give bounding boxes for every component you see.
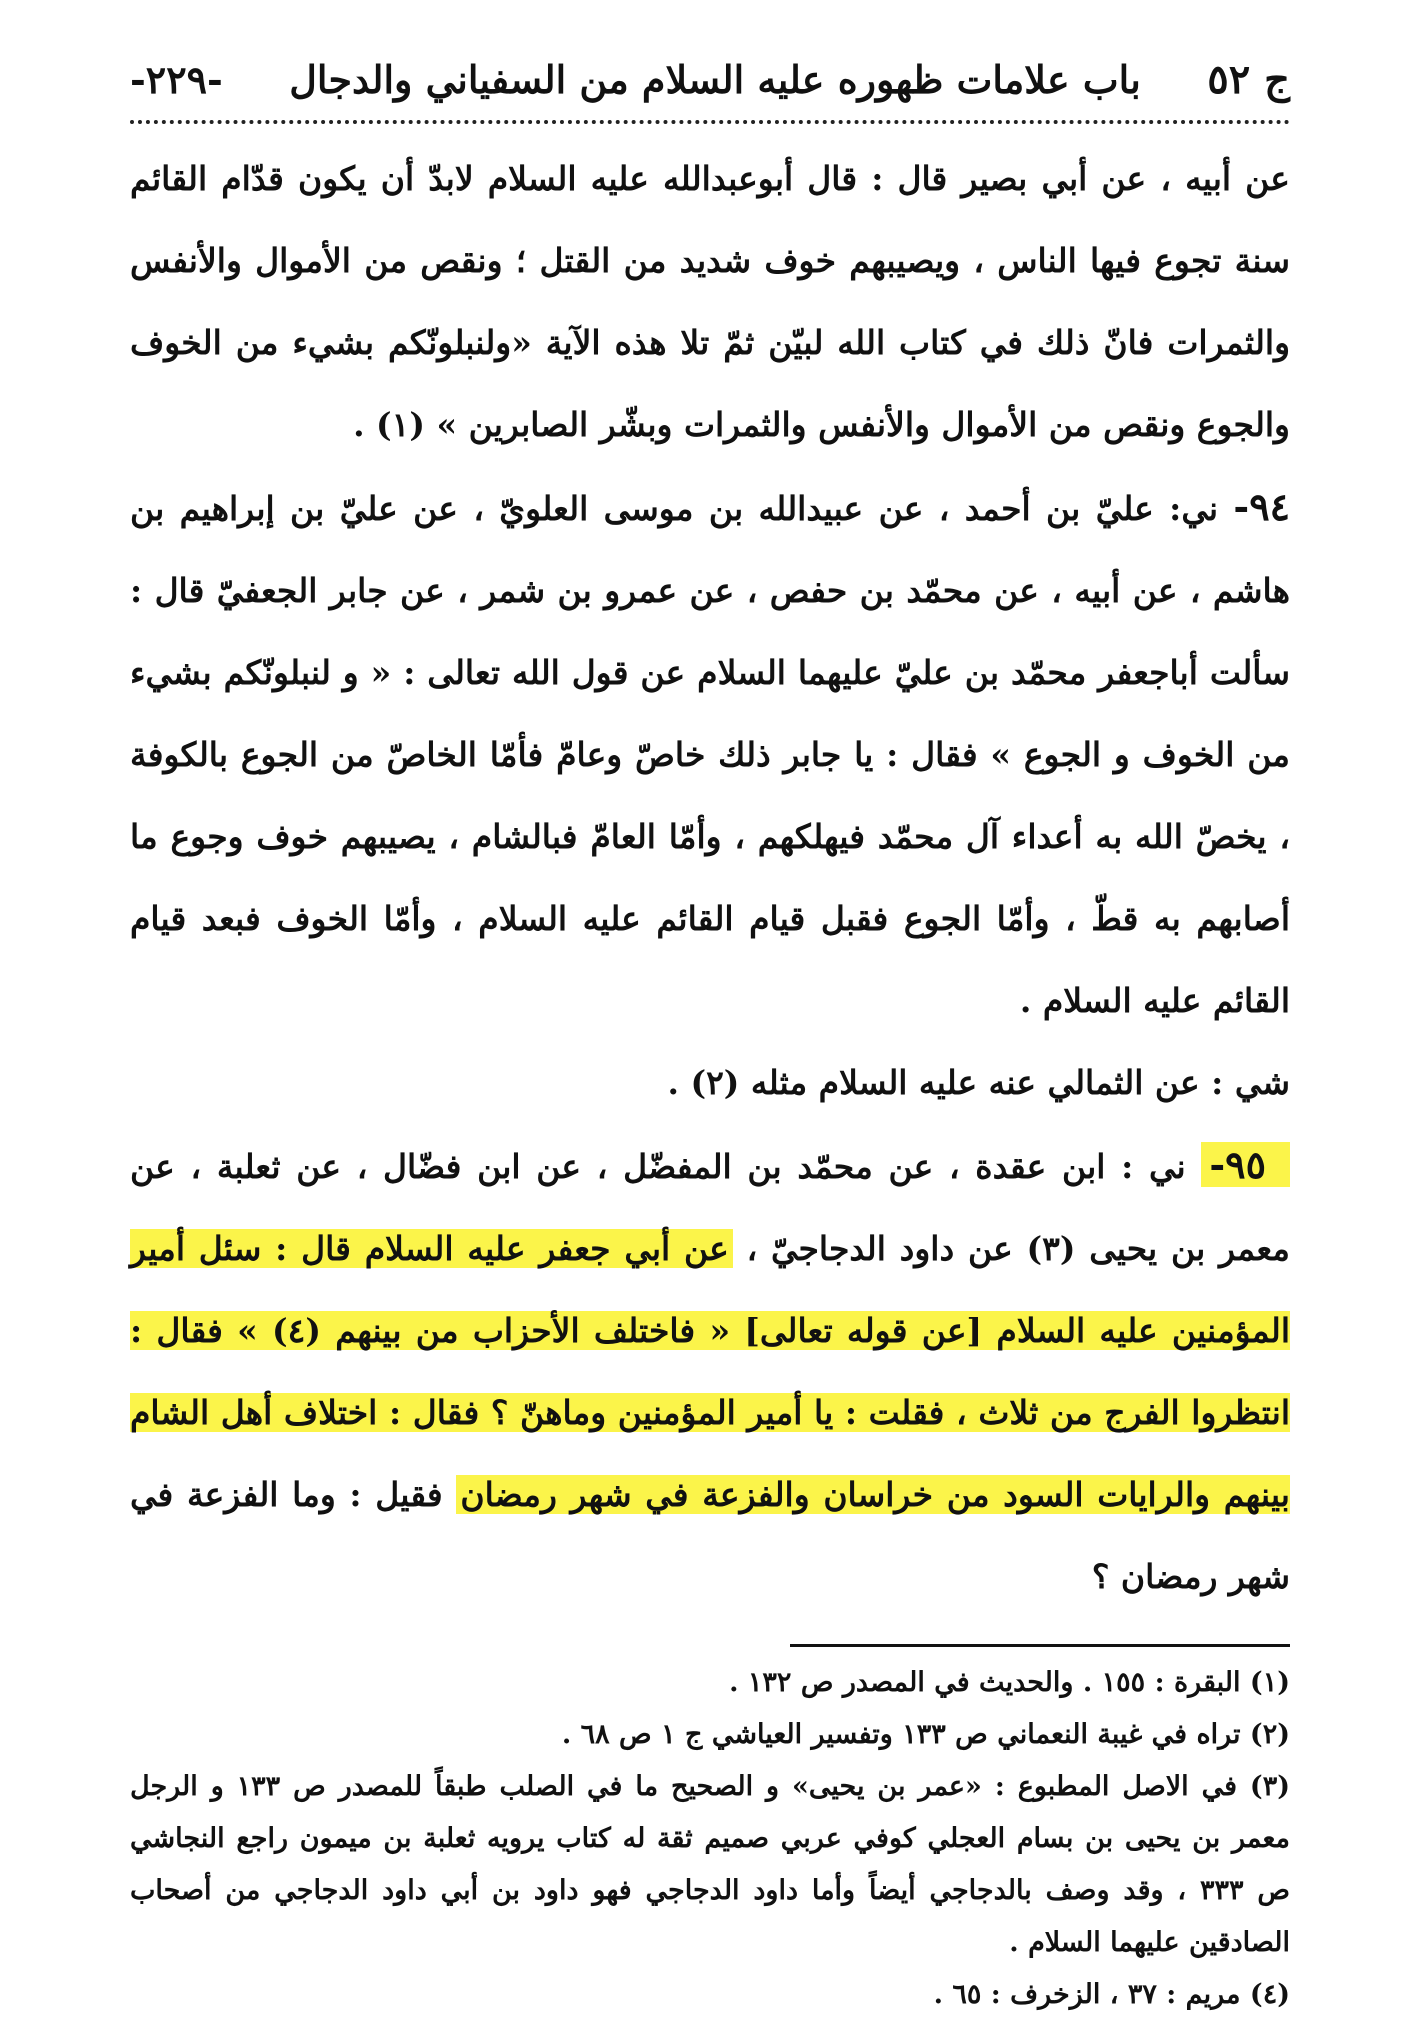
hadith-number-95: ٩٥- [1201, 1142, 1290, 1187]
header-divider [130, 120, 1290, 124]
hadith-95-continuation: فقيل : وما الفزعة في شهر رمضان ؟ [130, 1475, 1290, 1596]
footnote-2: (٢) تراه في غيبة النعماني ص ١٣٣ وتفسير العياشي ج ١ ص ٦٨ . [561, 1719, 1290, 1750]
paragraph-shi: شي : عن الثمالي عنه عليه السلام مثله (٢) . [667, 1063, 1290, 1102]
paragraph-94 [130, 466, 1290, 1042]
footnote-divider [790, 1644, 1290, 1647]
running-header [130, 40, 1290, 118]
hadith-number-94: ٩٤- [1233, 484, 1291, 529]
hadith-95-chain: ني : ابن عقدة ، عن محمّد بن المفضّل ، عن ابن فضّال ، عن ثعلبة ، عن معمر بن يحيى (٣) عن داود الدجاجيّ ، [130, 1147, 1290, 1268]
paragraph-1: عن أبيه ، عن أبي بصير قال : قال أبوعبدالله عليه السلام لابدّ أن يكون قدّام القائم سنة تجوع فيها الناس ، ويصيبهم خوف شديد من القتل ؛ ونقص من الأموال والأنفس والثمرات فانّ ذلك في كتاب الله لبيّن ثمّ تلا هذه الآية «ولنبلونّكم بشيء من الخوف والجوع ونقص من الأموال والأنفس والثمرات وبشّر الصابرين » (١) . [130, 159, 1290, 444]
chapter-title: باب علامات ظهوره عليه السلام من السفياني والدجال [289, 56, 1141, 102]
footnotes [130, 1657, 1290, 2021]
footnote-1: (١) البقرة : ١٥٥ . والحديث في المصدر ص ١٣٢ . [729, 1667, 1290, 1698]
hadith-94-text: ني: عليّ بن أحمد ، عن عبيدالله بن موسى العلويّ ، عن عليّ بن إبراهيم بن هاشم ، عن أبيه ، عن محمّد بن حفص ، عن عمرو بن شمر ، عن جابر الجعفيّ قال : سألت أباجعفر محمّد بن عليّ عليهما السلام عن قول الله تعالى : « و لنبلونّكم بشيء من الخوف و الجوع » فقال : يا جابر ذلك خاصّ وعامّ فأمّا الخاصّ من الجوع بالكوفة ، يخصّ الله به أعداء آل محمّد فيهلكهم ، وأمّا العامّ فبالشام ، يصيبهم خوف وجوع ما أصابهم به قطّ ، وأمّا الجوع فقبل قيام القائم عليه السلام ، وأمّا الخوف فبعد قيام القائم عليه السلام . [130, 489, 1290, 1020]
footnote-4: (٤) مريم : ٣٧ ، الزخرف : ٦٥ . [933, 1979, 1290, 2010]
volume-label: ج ٥٢ [1207, 55, 1290, 103]
main-text [130, 138, 1290, 1618]
book-page [130, 40, 1291, 2010]
highlighted-passage: عن أبي جعفر عليه السلام قال : سئل أمير المؤمنين عليه السلام [عن قوله تعالى] « فاختلف الأحزاب من بينهم (٤) » فقال : انتظروا الفرج من ثلاث ، فقلت : يا أمير المؤمنين وماهنّ ؟ فقال : اختلاف أهل الشام بينهم والرايات السود من خراسان والفزعة في شهر رمضان [130, 1229, 1290, 1514]
footnote-3: (٣) في الاصل المطبوع : «عمر بن يحيى» و الصحيح ما في الصلب طبقاً للمصدر ص ١٣٣ و الرجل معمر بن يحيى بن بسام العجلي كوفي عربي صميم ثقة له كتاب يرويه ثعلبة بن ميمون راجع النجاشي ص ٣٣٣ ، وقد وصف بالدجاجي أيضاً وأما داود الدجاجي فهو داود بن أبي داود الدجاجي من أصحاب الصادقين عليهما السلام . [130, 1771, 1290, 1958]
page-number: -٢٢٩- [130, 56, 223, 102]
paragraph-95 [130, 1124, 1290, 1618]
